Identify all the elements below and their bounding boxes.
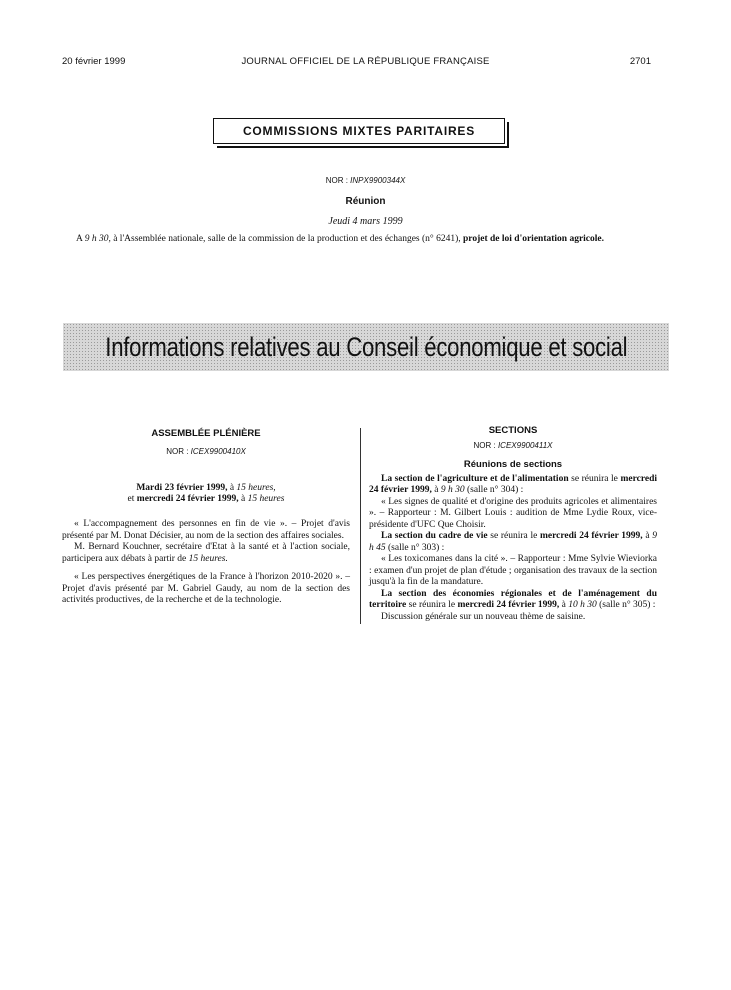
cmp-reunion-heading: Réunion bbox=[345, 196, 386, 207]
s1-date: mercredi 24 février 1999, bbox=[369, 473, 658, 495]
header-page-number: 2701 bbox=[629, 56, 651, 67]
left-date1-time: 15 heures, bbox=[236, 483, 276, 493]
section-1-announcement bbox=[369, 474, 657, 497]
left-date1-a: à bbox=[229, 483, 235, 493]
section-2-announcement bbox=[369, 531, 657, 554]
left-para2-time: 15 heures. bbox=[188, 553, 228, 564]
left-date2-time: 15 heures bbox=[247, 494, 285, 504]
section-3-announcement bbox=[369, 589, 657, 612]
right-nor-code: ICEX9900411X bbox=[497, 440, 553, 450]
cmp-paragraph bbox=[62, 233, 652, 245]
left-dates bbox=[62, 483, 350, 505]
s2-time: 9 h 45 bbox=[369, 531, 657, 553]
section-1-description: « Les signes de qualité et d'origine des produits agricoles et alimentaires ». – Rapporteur : M. Gilbert Louis : audition de Mme Lydie Roux, vice-présidente d'UFC Que Choisir. bbox=[369, 496, 657, 530]
column-divider bbox=[360, 428, 361, 624]
section-2-description: « Les toxicomanes dans la cité ». – Rapporteur : Mme Sylvie Wieviorka : examen d'un projet de plan d'étude ; organisation des travaux de la section jusqu'à la fin de la mandature. bbox=[369, 554, 657, 587]
section-3-description: Discussion générale sur un nouveau thème de saisine. bbox=[381, 611, 586, 622]
left-title: ASSEMBLÉE PLÉNIÈRE bbox=[151, 428, 261, 439]
right-nor bbox=[369, 440, 657, 452]
s1-mid: se réunira le bbox=[571, 473, 618, 484]
s1-a: à bbox=[434, 485, 439, 495]
cmp-date: Jeudi 4 mars 1999 bbox=[328, 216, 403, 227]
left-column bbox=[62, 428, 350, 607]
cmp-para-text: à l'Assemblée nationale, salle de la commission de la production et des échanges (n° 6241), bbox=[113, 234, 461, 244]
s3-time: 10 h 30 bbox=[568, 600, 597, 610]
s1-name: La section de l'agriculture et de l'alimentation bbox=[381, 473, 569, 484]
cmp-para-time: 9 h 30, bbox=[84, 234, 111, 244]
s1-room: (salle n° 304) : bbox=[466, 485, 524, 495]
s2-a: à bbox=[645, 531, 650, 541]
s3-name: La section des économies régionales et de l'aménagement du territoire bbox=[369, 588, 657, 610]
left-paragraph-3: « Les perspectives énergétiques de la France à l'horizon 2010-2020 ». – Projet d'avis présenté par M. Gabriel Gaudy, au nom de la section des activités productives, de la recherche et de la technologie. bbox=[62, 572, 350, 605]
s3-mid: se réunira le bbox=[408, 600, 456, 610]
ces-banner bbox=[63, 323, 669, 371]
right-subtitle: Réunions de sections bbox=[463, 459, 563, 470]
s3-room: (salle n° 305) : bbox=[599, 600, 656, 610]
cmp-title: COMMISSIONS MIXTES PARITAIRES bbox=[242, 124, 476, 138]
left-paragraph-1: « L'accompagnement des personnes en fin de vie ». – Projet d'avis présenté par M. Donat Décisier, au nom de la section des affaires sociales. bbox=[62, 519, 350, 541]
s1-time: 9 h 30 bbox=[440, 485, 465, 495]
cmp-para-bold: projet de loi d'orientation agricole. bbox=[463, 234, 604, 244]
left-date2-pre: et bbox=[127, 494, 135, 504]
left-date1: Mardi 23 février 1999, bbox=[136, 483, 228, 493]
left-para2-text: M. Bernard Kouchner, secrétaire d'Etat à la santé et à l'action sociale, participera aux débats à partir de bbox=[62, 542, 350, 564]
left-nor-code: ICEX9900410X bbox=[190, 446, 246, 456]
left-date2: mercredi 24 février 1999, bbox=[136, 494, 239, 504]
cmp-nor-label: NOR : bbox=[325, 176, 348, 185]
right-nor-label: NOR : bbox=[473, 440, 496, 450]
s2-mid: se réunira le bbox=[490, 531, 538, 541]
cmp-nor-code: INPX9900344X bbox=[350, 176, 406, 185]
ces-banner-text: Informations relatives au Conseil économique et social bbox=[104, 331, 628, 362]
s2-date: mercredi 24 février 1999, bbox=[539, 531, 643, 541]
left-nor bbox=[62, 446, 350, 458]
header-date: 20 février 1999 bbox=[62, 56, 126, 67]
right-column bbox=[369, 425, 657, 623]
right-title: SECTIONS bbox=[488, 425, 538, 436]
s3-date: mercredi 24 février 1999, bbox=[457, 600, 560, 610]
left-date2-a: à bbox=[240, 494, 246, 504]
cmp-para-a: A bbox=[76, 234, 83, 244]
header-journal-title: JOURNAL OFFICIEL DE LA RÉPUBLIQUE FRANÇAISE bbox=[241, 56, 490, 67]
left-paragraph-2 bbox=[62, 542, 350, 565]
left-nor-label: NOR : bbox=[166, 446, 189, 456]
cmp-title-box bbox=[213, 118, 505, 144]
s3-a: à bbox=[561, 600, 566, 610]
cmp-nor bbox=[0, 176, 731, 185]
s2-name: La section du cadre de vie bbox=[381, 531, 488, 541]
s2-room: (salle n° 303) : bbox=[388, 542, 445, 553]
